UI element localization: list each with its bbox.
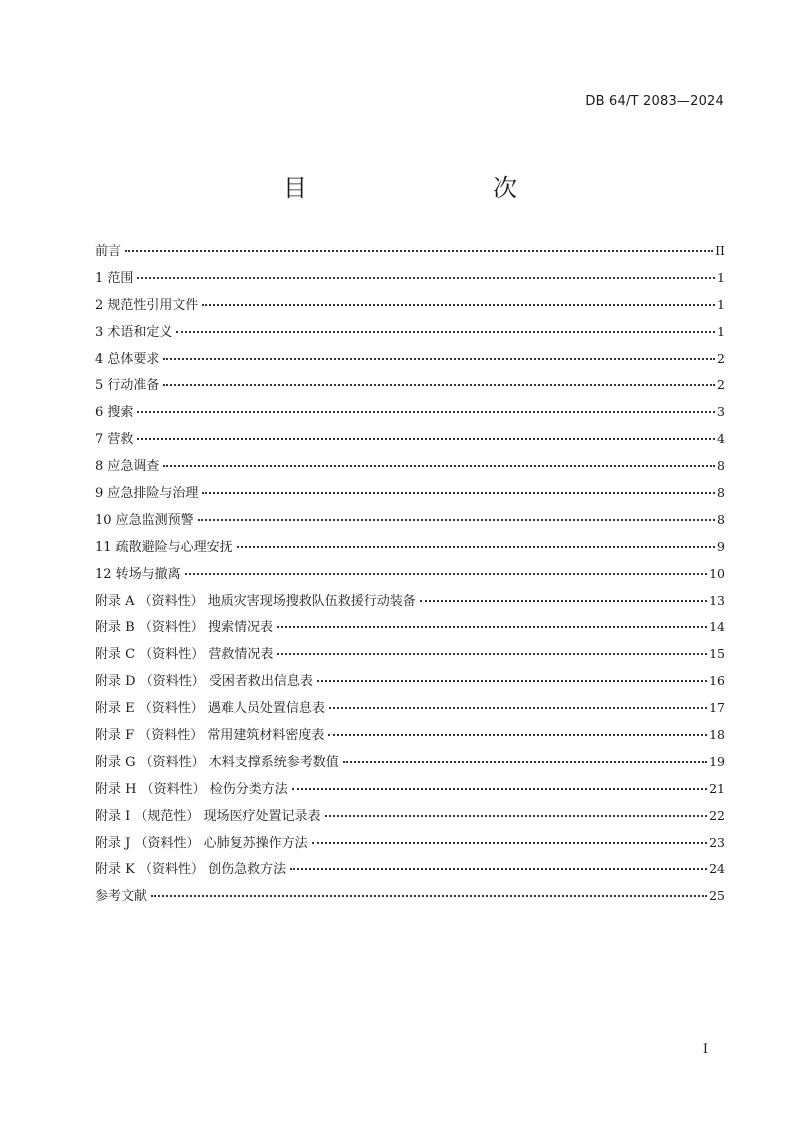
toc-leader-dots (202, 492, 715, 494)
toc-entry-page: 4 (717, 431, 725, 447)
toc-leader-dots (328, 734, 707, 736)
toc-entry-emergency-investigation[interactable] (95, 455, 725, 482)
toc-entry-appendix-j[interactable] (95, 832, 725, 859)
toc-entry-label: 附录 J （资料性） 心肺复苏操作方法 (95, 835, 308, 851)
toc-entry-page: 22 (709, 807, 725, 823)
toc-entry-page: 8 (717, 485, 725, 501)
toc-entry-page: 23 (709, 834, 725, 850)
toc-entry-label: 1 范围 (95, 270, 134, 286)
toc-entry-label: 5 行动准备 (95, 378, 160, 394)
toc-leader-dots (277, 626, 707, 628)
toc-entry-label: 2 规范性引用文件 (95, 297, 199, 313)
toc-entry-scope[interactable] (95, 267, 725, 294)
table-of-contents (95, 240, 725, 912)
toc-entry-page: 1 (717, 323, 725, 339)
toc-entry-page: 3 (717, 404, 725, 420)
toc-entry-evacuation[interactable] (95, 536, 725, 563)
toc-entry-appendix-h[interactable] (95, 778, 725, 805)
toc-leader-dots (325, 815, 708, 817)
toc-entry-label: 8 应急调查 (95, 459, 160, 475)
toc-entry-label: 6 搜索 (95, 405, 134, 421)
toc-entry-preparation[interactable] (95, 374, 725, 401)
toc-entry-appendix-f[interactable] (95, 724, 725, 751)
toc-entry-label: 参考文献 (95, 889, 148, 905)
toc-entry-page: 21 (709, 780, 725, 796)
toc-entry-appendix-i[interactable] (95, 805, 725, 832)
toc-entry-bibliography[interactable] (95, 885, 725, 912)
toc-entry-appendix-d[interactable] (95, 670, 725, 697)
toc-entry-label: 附录 D （资料性） 受困者救出信息表 (95, 674, 313, 690)
toc-entry-general-requirements[interactable] (95, 348, 725, 375)
toc-leader-dots (290, 868, 707, 870)
toc-entry-page: 8 (717, 458, 725, 474)
toc-entry-label: 前言 (95, 244, 122, 259)
toc-entry-page: 24 (709, 861, 725, 877)
toc-leader-dots (185, 573, 707, 575)
toc-entry-withdrawal[interactable] (95, 563, 725, 590)
toc-entry-label: 附录 A （资料性） 地质灾害现场搜救队伍救援行动装备 (95, 593, 416, 609)
toc-entry-label: 10 应急监测预警 (95, 512, 194, 528)
toc-entry-label: 附录 H （资料性） 检伤分类方法 (95, 781, 288, 797)
toc-entry-appendix-k[interactable] (95, 858, 725, 885)
toc-leader-dots (292, 788, 707, 790)
toc-leader-dots (137, 411, 715, 413)
toc-entry-label: 附录 B （资料性） 搜索情况表 (95, 620, 273, 636)
toc-leader-dots (420, 600, 707, 602)
toc-entry-label: 附录 E （资料性） 遇难人员处置信息表 (95, 701, 325, 717)
toc-leader-dots (151, 895, 707, 897)
toc-entry-page: II (715, 243, 725, 258)
toc-entry-page: 1 (717, 269, 725, 285)
toc-entry-search[interactable] (95, 401, 725, 428)
toc-entry-page: 10 (709, 565, 725, 581)
toc-leader-dots (277, 653, 707, 655)
toc-entry-hazard-removal[interactable] (95, 482, 725, 509)
toc-leader-dots (163, 358, 715, 360)
toc-entry-appendix-c[interactable] (95, 643, 725, 670)
toc-entry-label: 附录 G （资料性） 木料支撑系统参考数值 (95, 754, 339, 770)
toc-entry-label: 11 疏散避险与心理安抚 (95, 539, 233, 555)
toc-entry-page: 18 (709, 727, 725, 743)
toc-entry-appendix-a[interactable] (95, 590, 725, 617)
toc-entry-label: 4 总体要求 (95, 351, 160, 367)
toc-leader-dots (125, 250, 713, 252)
toc-leader-dots (176, 331, 715, 333)
document-code: DB 64/T 2083—2024 (585, 94, 724, 109)
toc-leader-dots (137, 277, 715, 279)
toc-entry-label: 附录 I （规范性） 现场医疗处置记录表 (95, 808, 321, 824)
toc-entry-rescue[interactable] (95, 428, 725, 455)
toc-leader-dots (343, 761, 707, 763)
toc-entry-label: 3 术语和定义 (95, 324, 173, 340)
toc-leader-dots (163, 384, 715, 386)
toc-leader-dots (237, 546, 715, 548)
toc-leader-dots (312, 842, 707, 844)
toc-entry-page: 9 (717, 538, 725, 554)
page-title: 目 次 (283, 174, 563, 202)
toc-entry-appendix-g[interactable] (95, 751, 725, 778)
toc-entry-monitoring-warning[interactable] (95, 509, 725, 536)
toc-entry-page: 14 (709, 619, 725, 635)
toc-entry-page: 15 (709, 646, 725, 662)
toc-entry-label: 9 应急排险与治理 (95, 486, 199, 502)
toc-entry-foreword[interactable] (95, 240, 725, 267)
toc-leader-dots (163, 465, 715, 467)
toc-entry-page: 16 (709, 673, 725, 689)
toc-entry-page: 17 (709, 700, 725, 716)
toc-entry-label: 12 转场与撤离 (95, 566, 181, 582)
toc-entry-page: 2 (717, 377, 725, 393)
toc-entry-page: 1 (717, 296, 725, 312)
toc-entry-appendix-e[interactable] (95, 697, 725, 724)
toc-entry-page: 19 (709, 753, 725, 769)
toc-entry-terms[interactable] (95, 321, 725, 348)
toc-entry-label: 附录 C （资料性） 营救情况表 (95, 647, 274, 663)
toc-entry-label: 附录 K （资料性） 创伤急救方法 (95, 862, 287, 878)
toc-entry-label: 附录 F （资料性） 常用建筑材料密度表 (95, 728, 325, 744)
toc-entry-appendix-b[interactable] (95, 616, 725, 643)
toc-entry-normative-references[interactable] (95, 294, 725, 321)
toc-leader-dots (202, 304, 715, 306)
toc-leader-dots (317, 680, 707, 682)
toc-entry-page: 2 (717, 350, 725, 366)
toc-entry-page: 13 (709, 592, 725, 608)
toc-entry-label: 7 营救 (95, 432, 134, 448)
toc-entry-page: 25 (709, 888, 725, 904)
toc-leader-dots (198, 519, 715, 521)
toc-entry-page: 8 (717, 511, 725, 527)
toc-leader-dots (329, 707, 707, 709)
page-number: I (702, 1042, 708, 1057)
toc-leader-dots (137, 438, 715, 440)
